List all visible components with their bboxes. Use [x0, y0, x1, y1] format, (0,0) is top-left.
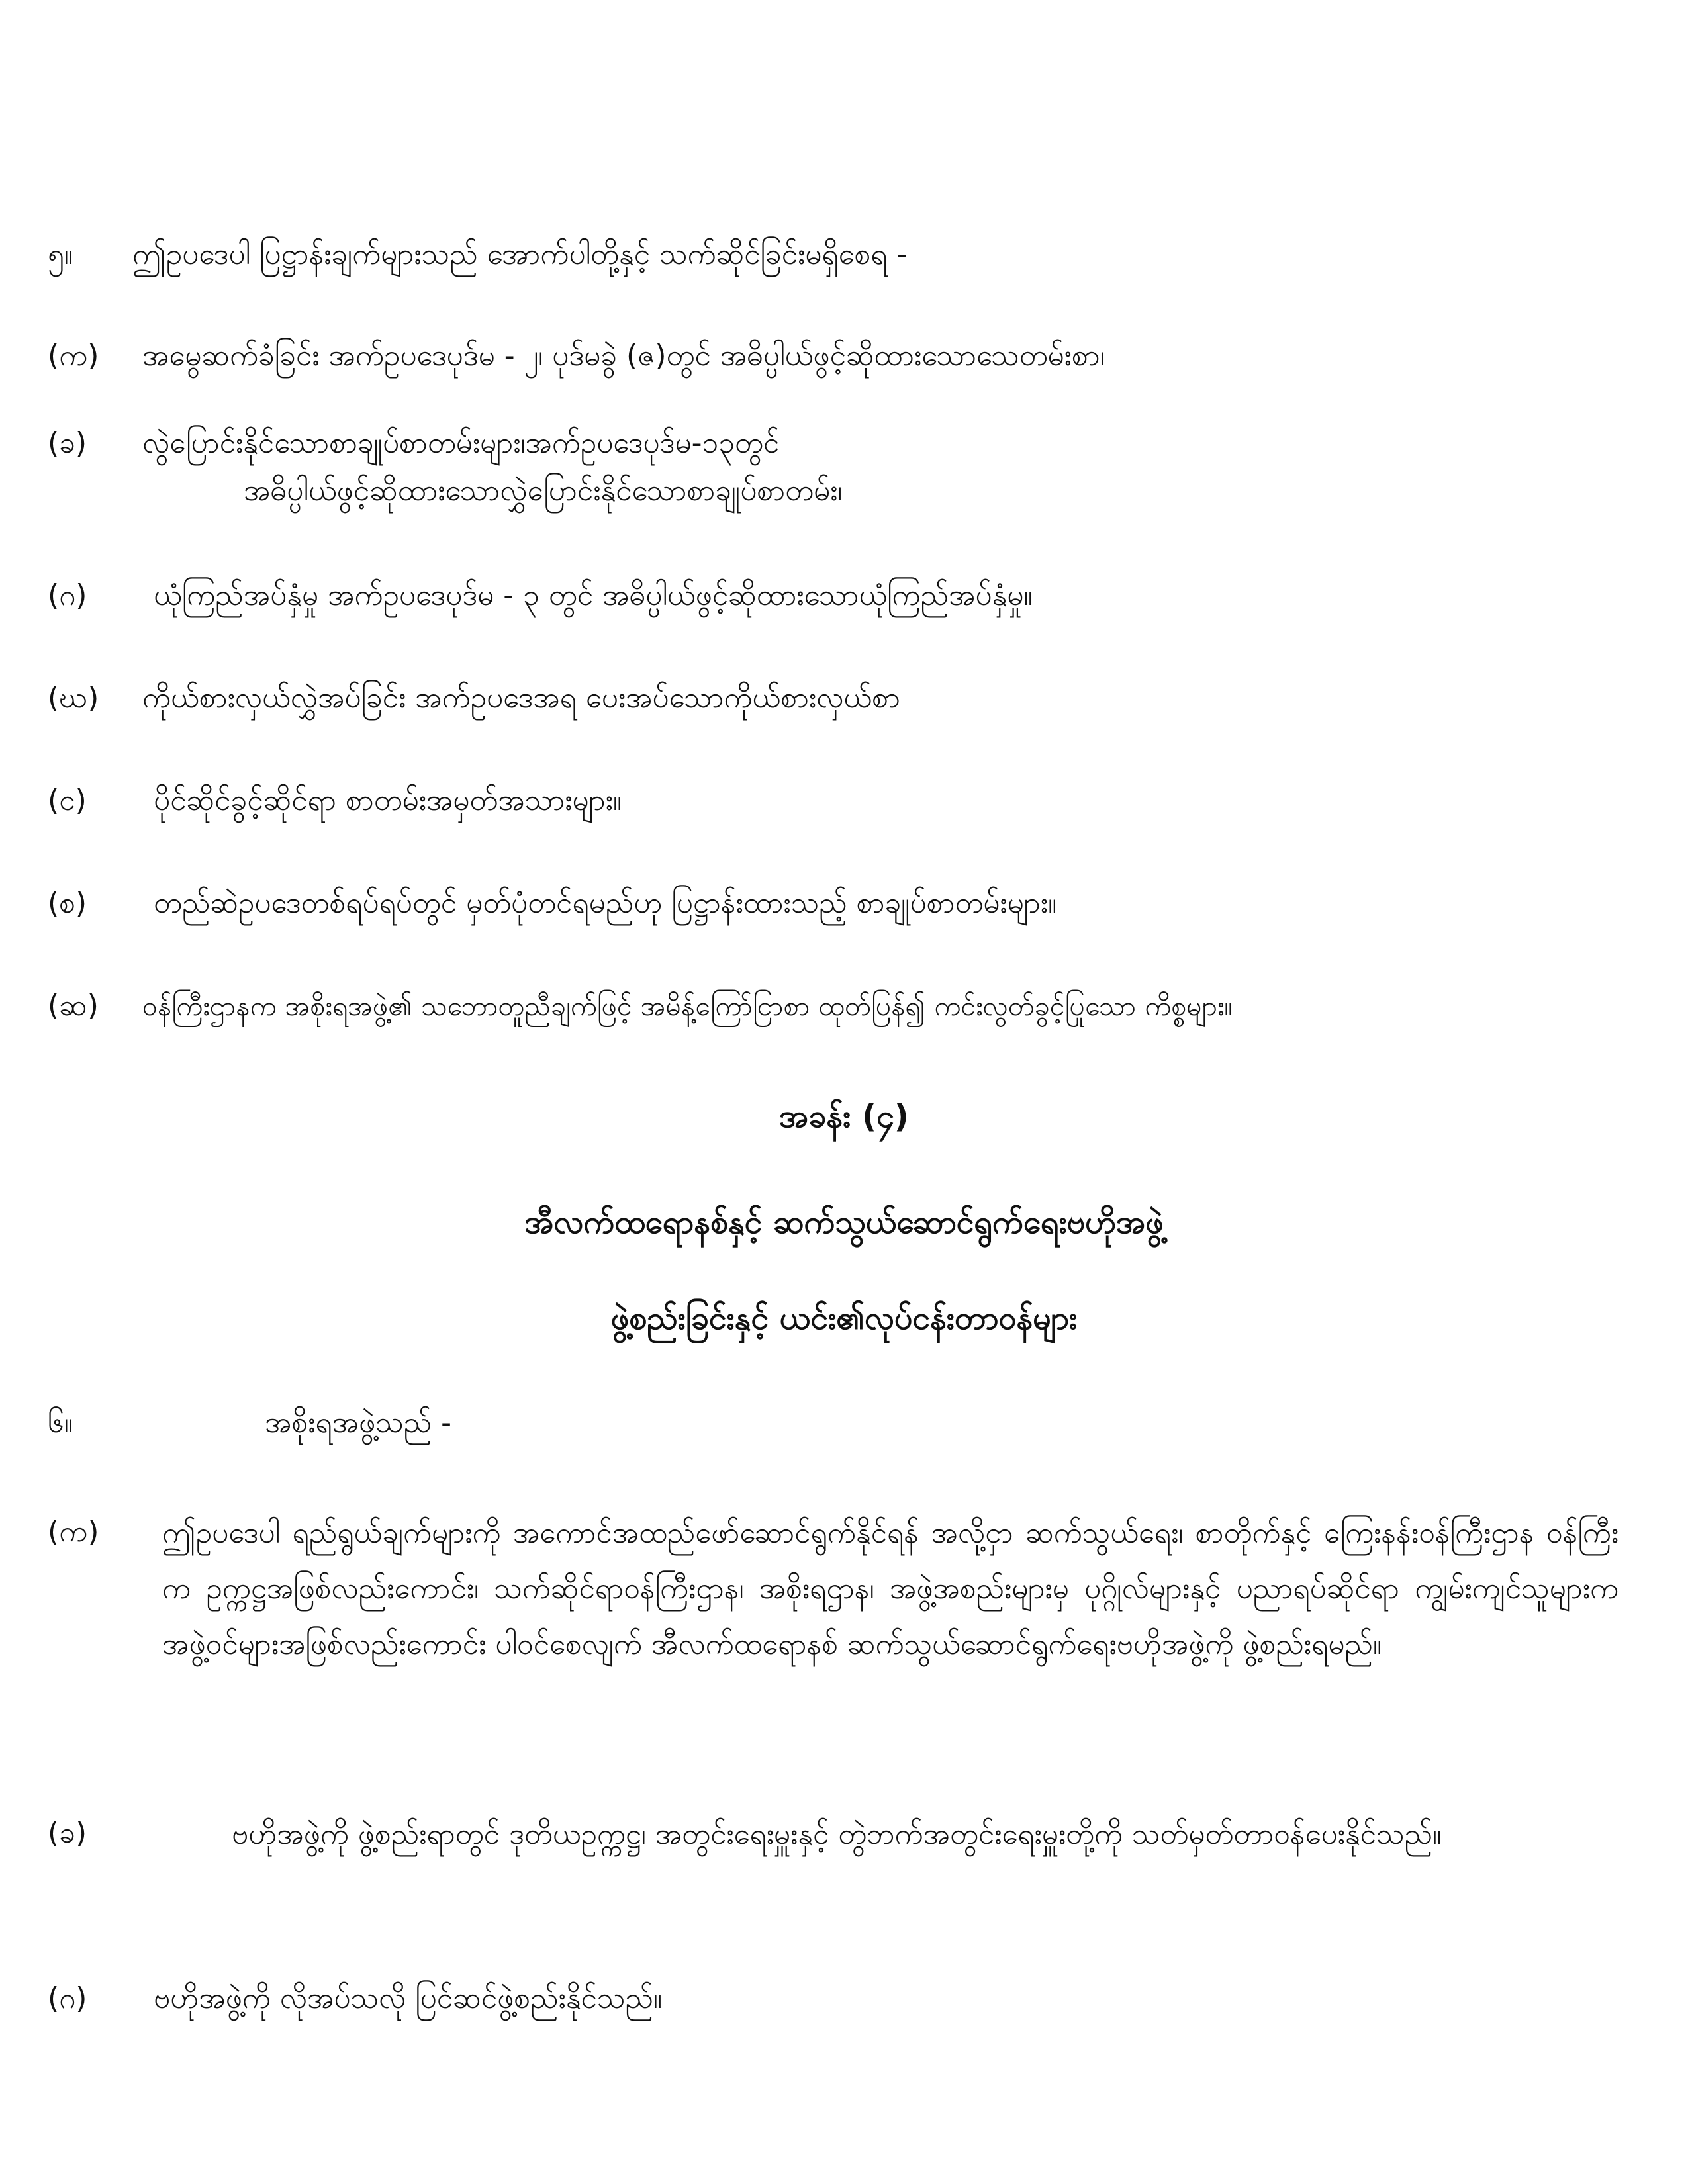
section-number: ၅။ [48, 238, 73, 271]
item-label: (ဆ) [48, 989, 99, 1023]
paragraph-body: ဤဥပဒေပါ ရည်ရွယ်ချက်များကို အကောင်အထည်ဖော်ဆောင်ရွက်နိုင်ရန် အလို့ငှာ ဆက်သွယ်ရေး၊ စာတိုက်နှင့် ကြေးနန်းဝန်ကြီးဌာန ဝန်ကြီးက ဥက္ကဋ္ဌအဖြစ်လည်းကောင်း၊ သက်ဆိုင်ရာဝန်ကြီးဌာန၊ အစိုးရဌာန၊ အဖွဲ့အစည်းများမှ ပုဂ္ဂိုလ်များနှင့် ပညာရပ်ဆိုင်ရာ ကျွမ်းကျင်သူများက အဖွဲ့ဝင်များအဖြစ်လည်းကောင်း ပါဝင်စေလျက် အီလက်ထရောနစ် ဆက်သွယ်ဆောင်ရွက်ရေးဗဟိုအဖွဲ့ကို ဖွဲ့စည်းရမည်။ [162, 1516, 1618, 1661]
item-text: ဗဟိုအဖွဲ့ကို လိုအပ်သလို ပြင်ဆင်ဖွဲ့စည်းနိုင်သည်။ [154, 1981, 663, 2015]
chapter-title-line-2: ဖွဲ့စည်းခြင်းနှင့် ယင်း၏လုပ်ငန်းတာဝန်များ [610, 1300, 1078, 1337]
item-label: (က) [48, 1515, 99, 1549]
section-number: ၆။ [48, 1406, 73, 1439]
chapter-number: အခန်း (၄) [779, 1098, 909, 1135]
item-text: ယုံကြည်အပ်နှံမှု အက်ဥပဒေပုဒ်မ - ၃ တွင် အဓိပ္ပါယ်ဖွင့်ဆိုထားသောယုံကြည်အပ်နှံမှု။ [154, 578, 1033, 612]
item-text-continued: အဓိပ္ပါယ်ဖွင့်ဆိုထားသောလွှဲပြောင်းနိုင်သောစာချုပ်စာတမ်း၊ [244, 474, 843, 508]
item-text: လွဲပြောင်းနိုင်သောစာချုပ်စာတမ်းများ၊အက်ဥပဒေပုဒ်မ-၁၃တွင် [142, 426, 780, 460]
chapter-title-line-1: အီလက်ထရောနစ်နှင့် ဆက်သွယ်ဆောင်ရွက်ရေးဗဟိုအဖွဲ့ [524, 1204, 1164, 1241]
item-label: (ခ) [48, 426, 87, 460]
item-label: (င) [48, 784, 87, 817]
item-text: ကိုယ်စားလှယ်လွှဲအပ်ခြင်း အက်ဥပဒေအရ ပေးအပ်သောကိုယ်စားလှယ်စာ [142, 681, 900, 715]
section-intro: အစိုးရအဖွဲ့သည် - [265, 1406, 452, 1439]
item-text: တည်ဆဲဥပဒေတစ်ရပ်ရပ်တွင် မှတ်ပုံတင်ရမည်ဟု ပြဋ္ဌာန်းထားသည့် စာချုပ်စာတမ်းများ။ [154, 886, 1057, 920]
item-label: (က) [48, 339, 99, 373]
item-text: ဝန်ကြီးဌာနက အစိုးရအဖွဲ့၏ သဘောတူညီချက်ဖြင့် အမိန့်ကြော်ငြာစာ ထုတ်ပြန်၍ ကင်းလွတ်ခွင့်ပြုသော ကိစ္စများ။ [142, 990, 1233, 1022]
paragraph-body: ဗဟိုအဖွဲ့ကို ဖွဲ့စည်းရာတွင် ဒုတိယဥက္ကဋ္ဌ၊ အတွင်းရေးမှူးနှင့် တွဲဘက်အတွင်းရေးမှူးတို့ကို သတ်မှတ်တာဝန်ပေးနိုင်သည်။ [232, 1817, 1442, 1851]
item-label: (ခ) [48, 1816, 87, 1850]
item-text [232, 1807, 1618, 1862]
item-label: (စ) [48, 886, 87, 920]
item-text: ပိုင်ဆိုင်ခွင့်ဆိုင်ရာ စာတမ်းအမှတ်အသားများ။ [154, 784, 622, 817]
item-text: အမွေဆက်ခံခြင်း အက်ဥပဒေပုဒ်မ - ၂၊ ပုဒ်မခွဲ (ဇ)တွင် အဓိပ္ပါယ်ဖွင့်ဆိုထားသောသေတမ်းစာ၊ [142, 339, 1105, 373]
item-label: (ဂ) [48, 1981, 87, 2015]
item-label: (ဂ) [48, 578, 87, 612]
item-label: (ဃ) [48, 681, 99, 715]
item-text [162, 1506, 1618, 1672]
section-intro: ဤဥပဒေပါ ပြဋ္ဌာန်းချက်များသည် အောက်ပါတို့နှင့် သက်ဆိုင်ခြင်းမရှိစေရ - [132, 238, 908, 271]
